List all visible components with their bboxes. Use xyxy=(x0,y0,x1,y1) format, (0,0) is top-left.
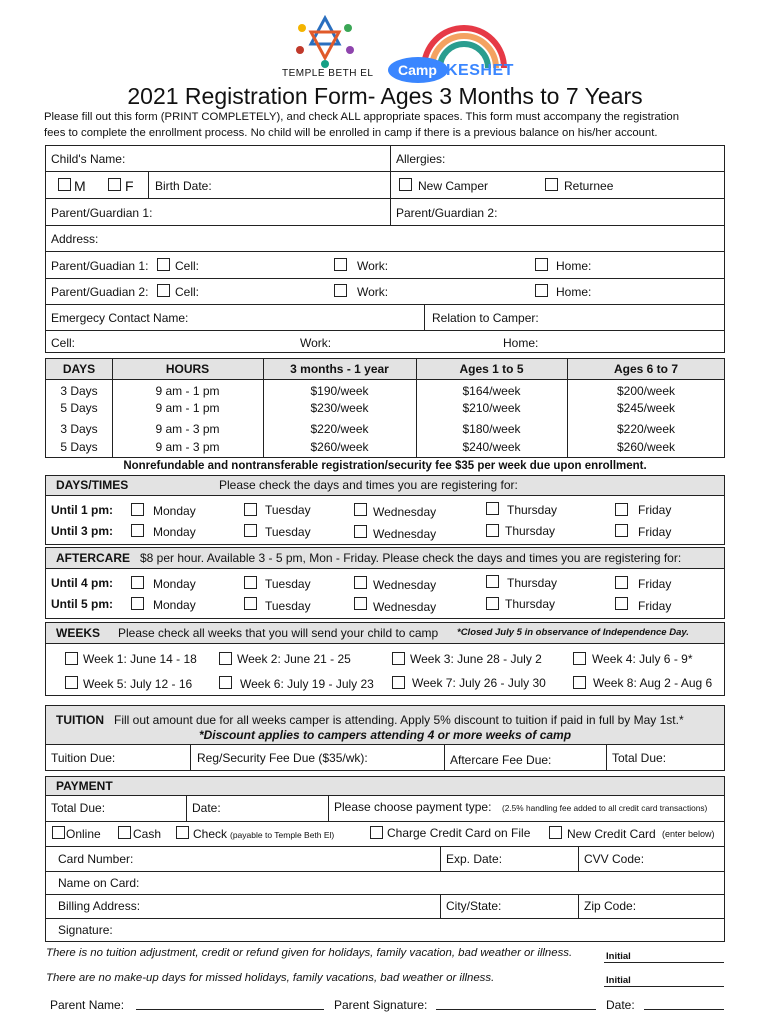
weekday-label: Monday xyxy=(153,577,196,591)
table-cell: $220/week xyxy=(310,422,369,436)
table-cell: 9 am - 3 pm xyxy=(155,422,220,436)
check-label: Check xyxy=(193,827,228,841)
weeks-header: WEEKS xyxy=(56,626,101,640)
table-cell: $164/week xyxy=(462,384,521,398)
rates-header-infant: 3 months - 1 year xyxy=(290,362,389,376)
weekday-label: Thursday xyxy=(507,503,558,517)
emergency-home-label: Home: xyxy=(503,336,539,350)
city-state-label: City/State: xyxy=(446,899,502,913)
pg1-cell-label: Cell: xyxy=(175,259,200,273)
zip-code-label: Zip Code: xyxy=(584,899,637,913)
child-name-label: Child's Name: xyxy=(51,152,126,166)
week-label: Week 7: July 26 - July 30 xyxy=(412,676,546,690)
page-title: 2021 Registration Form- Ages 3 Months to 7 Years xyxy=(127,83,643,109)
table-cell: $230/week xyxy=(310,401,369,415)
payment-type-label: Please choose payment type: xyxy=(334,800,492,814)
week-label: Week 3: June 28 - July 2 xyxy=(410,652,542,666)
table-cell: $245/week xyxy=(616,401,676,415)
tuition-discount-note: *Discount applies to campers attending 4 or more weeks of camp xyxy=(198,728,572,742)
billing-address-label: Billing Address: xyxy=(58,899,141,913)
check-checkbox[interactable] xyxy=(176,826,189,839)
pg2-cell-label: Cell: xyxy=(175,285,200,299)
until-1pm-monday-checkbox[interactable] xyxy=(131,503,144,516)
pg1-work-label: Work: xyxy=(357,259,389,273)
weekday-label: Friday xyxy=(638,503,672,517)
pg2-home-label: Home: xyxy=(556,285,592,299)
parent2-label: Parent/Guardian 2: xyxy=(396,206,498,220)
table-cell: 3 Days xyxy=(60,384,98,398)
table-cell: $260/week xyxy=(310,440,369,454)
until-5pm-tuesday-checkbox[interactable] xyxy=(244,597,257,610)
weekday-label: Wednesday xyxy=(373,527,437,541)
week-6-checkbox[interactable] xyxy=(219,676,232,689)
new-camper-label: New Camper xyxy=(418,179,489,193)
birth-date-label: Birth Date: xyxy=(155,179,212,193)
address-label: Address: xyxy=(51,232,99,246)
charge-card-on-file-label: Charge Credit Card on File xyxy=(387,826,531,840)
table-cell: 9 am - 1 pm xyxy=(155,401,220,415)
weekday-label: Wednesday xyxy=(373,578,437,592)
aftercare-instruction: $8 per hour. Available 3 - 5 pm, Mon - Friday. Please check the days and times you are registering for: xyxy=(140,551,682,565)
female-checkbox[interactable] xyxy=(108,178,121,191)
female-label: F xyxy=(125,178,134,194)
pg2-phone-label: Parent/Guadian 2: xyxy=(51,285,149,299)
total-due-label: Total Due: xyxy=(612,751,667,765)
payment-header: PAYMENT xyxy=(56,779,113,793)
until-5pm-wednesday-checkbox[interactable] xyxy=(354,597,367,610)
week-label: Week 5: July 12 - 16 xyxy=(83,677,193,691)
until-5pm-friday-checkbox[interactable] xyxy=(615,597,628,610)
until-1pm-wednesday-checkbox[interactable] xyxy=(354,503,367,516)
rates-header-hours: HOURS xyxy=(165,362,210,376)
emergency-work-label: Work: xyxy=(300,336,332,350)
cash-label: Cash xyxy=(133,827,162,841)
no-refund-note: There is no tuition adjustment, credit or refund given for holidays, family vacation, bad weather or illness. xyxy=(46,947,573,959)
payment-date-label: Date: xyxy=(192,801,221,815)
table-cell: $260/week xyxy=(616,440,676,454)
emergency-contact-label: Emergecy Contact Name: xyxy=(51,311,189,325)
initial-label-1: Initial xyxy=(606,951,631,962)
table-cell: 3 Days xyxy=(60,422,98,436)
rates-header-age-6-7: Ages 6 to 7 xyxy=(613,362,679,376)
weekday-label: Tuesday xyxy=(265,599,311,613)
cvv-label: CVV Code: xyxy=(584,852,645,866)
registration-fee-note: Nonrefundable and nontransferable registration/security fee $35 per week due upon enrollment. xyxy=(123,460,647,472)
payment-total-due-label: Total Due: xyxy=(51,801,106,815)
new-camper-checkbox[interactable] xyxy=(399,178,412,191)
table-cell: 9 am - 3 pm xyxy=(155,440,220,454)
days-times-instruction: Please check the days and times you are registering for: xyxy=(219,478,518,492)
returnee-label: Returnee xyxy=(564,179,614,193)
week-label: Week 8: Aug 2 - Aug 6 xyxy=(593,676,713,690)
male-checkbox[interactable] xyxy=(58,178,71,191)
until-4pm-tuesday-checkbox[interactable] xyxy=(244,576,257,589)
table-cell: $220/week xyxy=(616,422,676,436)
table-cell: 9 am - 1 pm xyxy=(155,384,220,398)
intro-line-1: Please fill out this form (PRINT COMPLETELY), and check ALL appropriate spaces. This form must accompany the registration xyxy=(44,111,679,123)
pg1-work-checkbox[interactable] xyxy=(334,258,347,271)
table-cell: $200/week xyxy=(616,384,676,398)
table-cell: $180/week xyxy=(462,422,521,436)
table-cell: 5 Days xyxy=(60,401,98,415)
weekday-label: Tuesday xyxy=(265,525,311,539)
pg1-cell-checkbox[interactable] xyxy=(157,258,170,271)
temple-beth-el-logo xyxy=(282,14,374,82)
until-1pm-thursday-checkbox[interactable] xyxy=(486,502,499,515)
weekday-label: Friday xyxy=(638,525,672,539)
weekday-label: Friday xyxy=(638,599,672,613)
online-checkbox[interactable] xyxy=(52,826,65,839)
until-1pm-label: Until 1 pm: xyxy=(51,503,113,517)
parent1-label: Parent/Guardian 1: xyxy=(51,206,153,220)
payment-type-note: (2.5% handling fee added to all credit card transactions) xyxy=(502,803,708,813)
camp-word: Camp xyxy=(398,62,437,78)
parent-name-line[interactable] xyxy=(136,1009,324,1010)
relation-label: Relation to Camper: xyxy=(432,311,539,325)
until-1pm-friday-checkbox[interactable] xyxy=(615,503,628,516)
table-cell: $210/week xyxy=(462,401,521,415)
parent-signature-line[interactable] xyxy=(436,1009,596,1010)
until-5pm-label: Until 5 pm: xyxy=(51,597,113,611)
pg2-work-label: Work: xyxy=(357,285,389,299)
until-5pm-monday-checkbox[interactable] xyxy=(131,597,144,610)
camp-keshet-logo xyxy=(384,18,524,84)
until-5pm-thursday-checkbox[interactable] xyxy=(486,597,499,610)
aftercare-header: AFTERCARE xyxy=(56,551,130,565)
weekday-label: Tuesday xyxy=(265,577,311,591)
temple-logo-text: TEMPLE BETH EL xyxy=(282,68,374,79)
weekday-label: Wednesday xyxy=(373,505,437,519)
week-4-checkbox[interactable] xyxy=(573,652,586,665)
week-label: Week 4: July 6 - 9* xyxy=(592,652,693,666)
pg2-cell-checkbox[interactable] xyxy=(157,284,170,297)
week-label: Week 6: July 19 - July 23 xyxy=(240,677,374,691)
until-4pm-monday-checkbox[interactable] xyxy=(131,576,144,589)
until-3pm-monday-checkbox[interactable] xyxy=(131,524,144,537)
pg1-home-label: Home: xyxy=(556,259,592,273)
signature-label: Signature: xyxy=(58,923,113,937)
tuition-due-label: Tuition Due: xyxy=(51,751,116,765)
week-7-checkbox[interactable] xyxy=(392,676,405,689)
until-1pm-tuesday-checkbox[interactable] xyxy=(244,503,257,516)
table-cell: $240/week xyxy=(462,440,521,454)
week-8-checkbox[interactable] xyxy=(573,676,586,689)
rates-header-days: DAYS xyxy=(62,362,96,376)
star-of-david-icon xyxy=(282,14,368,70)
name-on-card-label: Name on Card: xyxy=(58,876,140,890)
until-3pm-wednesday-checkbox[interactable] xyxy=(354,525,367,538)
weekday-label: Tuesday xyxy=(265,503,311,517)
reg-fee-due-label: Reg/Security Fee Due ($35/wk): xyxy=(197,751,368,765)
weekday-label: Monday xyxy=(153,525,196,539)
until-4pm-label: Until 4 pm: xyxy=(51,576,113,590)
table-cell: $190/week xyxy=(310,384,369,398)
new-credit-card-checkbox[interactable] xyxy=(549,826,562,839)
week-1-checkbox[interactable] xyxy=(65,652,78,665)
footer-date-line[interactable] xyxy=(644,1009,724,1010)
until-4pm-thursday-checkbox[interactable] xyxy=(486,575,499,588)
weekday-label: Friday xyxy=(638,577,672,591)
week-label: Week 1: June 14 - 18 xyxy=(83,652,197,666)
weekday-label: Wednesday xyxy=(373,600,437,614)
allergies-label: Allergies: xyxy=(396,152,446,166)
no-makeup-note: There are no make-up days for missed holidays, family vacations, bad weather or illness. xyxy=(46,972,495,984)
until-3pm-label: Until 3 pm: xyxy=(51,524,113,538)
tuition-header: TUITION xyxy=(56,713,104,727)
until-4pm-wednesday-checkbox[interactable] xyxy=(354,576,367,589)
emergency-cell-label: Cell: xyxy=(51,336,76,350)
pg1-phone-label: Parent/Guadian 1: xyxy=(51,259,149,273)
week-2-checkbox[interactable] xyxy=(219,652,232,665)
new-credit-card-label: New Credit Card xyxy=(567,827,656,841)
check-note: (payable to Temple Beth El) xyxy=(230,830,335,840)
weeks-closed-note: *Closed July 5 in observance of Independence Day. xyxy=(457,627,689,638)
until-3pm-friday-checkbox[interactable] xyxy=(615,524,628,537)
new-credit-card-note: (enter below) xyxy=(662,829,715,839)
weekday-label: Thursday xyxy=(505,524,556,538)
intro-line-2: fees to complete the enrollment process. No child will be enrolled in camp if there is a previous balance on his/her account. xyxy=(44,127,658,139)
tuition-instruction: Fill out amount due for all weeks camper is attending. Apply 5% discount to tuition if paid in full by May 1st.* xyxy=(114,713,684,727)
pg1-home-checkbox[interactable] xyxy=(535,258,548,271)
weekday-label: Thursday xyxy=(507,576,558,590)
weekday-label: Monday xyxy=(153,504,196,518)
male-label: M xyxy=(74,178,86,194)
days-times-header: DAYS/TIMES xyxy=(56,478,129,492)
week-3-checkbox[interactable] xyxy=(392,652,405,665)
keshet-word: KESHET xyxy=(446,62,514,79)
parent-signature-label: Parent Signature: xyxy=(334,998,428,1012)
table-cell: 5 Days xyxy=(60,440,98,454)
until-3pm-thursday-checkbox[interactable] xyxy=(486,524,499,537)
cash-checkbox[interactable] xyxy=(118,826,131,839)
online-label: Online xyxy=(66,827,101,841)
exp-date-label: Exp. Date: xyxy=(446,852,503,866)
aftercare-fee-due-label: Aftercare Fee Due: xyxy=(450,753,552,767)
footer-date-label: Date: xyxy=(606,998,635,1012)
weekday-label: Monday xyxy=(153,598,196,612)
initial-label-2: Initial xyxy=(606,975,631,986)
pg2-work-checkbox[interactable] xyxy=(334,284,347,297)
returnee-checkbox[interactable] xyxy=(545,178,558,191)
week-label: Week 2: June 21 - 25 xyxy=(237,652,351,666)
rates-header-age-1-5: Ages 1 to 5 xyxy=(459,362,524,376)
until-4pm-friday-checkbox[interactable] xyxy=(615,576,628,589)
charge-card-on-file-checkbox[interactable] xyxy=(370,826,383,839)
until-3pm-tuesday-checkbox[interactable] xyxy=(244,524,257,537)
week-5-checkbox[interactable] xyxy=(65,676,78,689)
card-number-label: Card Number: xyxy=(58,852,134,866)
parent-name-label: Parent Name: xyxy=(50,998,125,1012)
pg2-home-checkbox[interactable] xyxy=(535,284,548,297)
weeks-instruction: Please check all weeks that you will send your child to camp xyxy=(118,626,439,640)
weekday-label: Thursday xyxy=(505,597,556,611)
